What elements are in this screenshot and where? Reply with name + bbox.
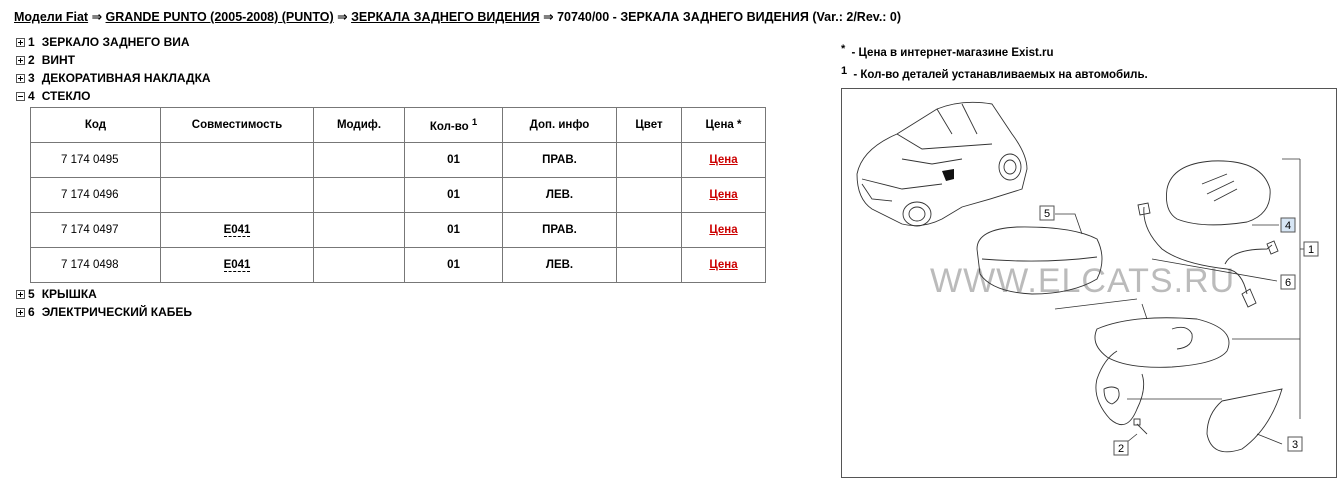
compat-code[interactable]: E041 <box>223 259 251 271</box>
info-cell: ПРАВ. <box>503 213 617 248</box>
breadcrumb-current: 70740/00 - ЗЕРКАЛА ЗАДНЕГО ВИДЕНИЯ (Var.: 2/Rev.: 0) <box>557 10 902 24</box>
decorative-trim-icon <box>1207 389 1282 452</box>
note-text: - Цена в интернет-магазине Exist.ru <box>851 47 1054 59</box>
expand-icon[interactable] <box>16 38 25 47</box>
breadcrumb-separator: ⇒ <box>91 10 103 24</box>
price-cell <box>682 143 766 178</box>
callout-4[interactable]: 4 <box>1285 220 1292 232</box>
group-number: 3 <box>28 71 35 85</box>
compat-cell <box>161 143 314 178</box>
note-key: * <box>841 43 846 55</box>
mirror-housing-icon <box>1095 318 1229 425</box>
breadcrumb-link-section[interactable]: ЗЕРКАЛА ЗАДНЕГО ВИДЕНИЯ <box>351 10 540 24</box>
mirror-marker-icon <box>942 169 954 181</box>
group-label[interactable]: КРЫШКА <box>41 287 97 301</box>
group-number: 5 <box>28 287 35 301</box>
color-cell <box>617 213 682 248</box>
breadcrumb-link-model[interactable]: GRANDE PUNTO (2005-2008) (PUNTO) <box>105 10 334 24</box>
group-item-3[interactable] <box>16 70 211 86</box>
compat-code[interactable]: E041 <box>223 224 251 236</box>
col-info-header: Доп. инфо <box>503 108 617 143</box>
parts-diagram <box>841 88 1337 478</box>
qty-cell: 01 <box>405 178 503 213</box>
callouts <box>1040 206 1318 455</box>
parts-table <box>30 107 766 283</box>
price-link[interactable]: Цена <box>709 259 738 271</box>
breadcrumb-separator: ⇒ <box>337 10 348 24</box>
note-text: - Кол-во деталей устанавливаемых на автомобиль. <box>853 69 1148 81</box>
group-number: 6 <box>28 305 35 319</box>
callout-3[interactable]: 3 <box>1292 439 1299 451</box>
screw-icon <box>1134 419 1147 434</box>
part-code: 7 174 0497 <box>31 213 161 248</box>
col-qty-header <box>405 108 503 143</box>
price-cell <box>682 213 766 248</box>
expand-icon[interactable] <box>16 290 25 299</box>
qty-header-label: Кол-во <box>429 120 469 133</box>
info-cell: ЛЕВ. <box>503 248 617 283</box>
callout-1[interactable]: 1 <box>1308 244 1315 256</box>
breadcrumb-separator: ⇒ <box>543 10 554 24</box>
table-row <box>31 213 766 248</box>
leader-lines <box>1055 159 1310 447</box>
color-cell <box>617 248 682 283</box>
modif-cell <box>314 143 405 178</box>
group-item-1[interactable] <box>16 34 190 50</box>
note-price <box>841 43 1054 59</box>
note-key: 1 <box>841 65 848 77</box>
qty-cell: 01 <box>405 143 503 178</box>
compat-cell <box>161 213 314 248</box>
expand-icon[interactable] <box>16 56 25 65</box>
modif-cell <box>314 248 405 283</box>
price-link[interactable]: Цена <box>709 224 738 236</box>
part-code: 7 174 0498 <box>31 248 161 283</box>
breadcrumb <box>14 9 901 24</box>
price-link[interactable]: Цена <box>709 189 738 201</box>
modif-cell <box>314 178 405 213</box>
group-label[interactable]: ЭЛЕКТРИЧЕСКИЙ КАБЕЬ <box>41 305 193 319</box>
price-cell <box>682 248 766 283</box>
watermark: WWW.ELCATS.RU <box>930 262 1236 300</box>
collapse-icon[interactable] <box>16 92 25 101</box>
group-number: 2 <box>28 53 35 67</box>
group-item-4[interactable] <box>16 88 90 104</box>
info-cell: ПРАВ. <box>503 143 617 178</box>
group-item-5[interactable] <box>16 286 97 302</box>
callout-6[interactable]: 6 <box>1285 277 1292 289</box>
compat-cell <box>161 248 314 283</box>
group-number: 4 <box>28 89 35 103</box>
part-code: 7 174 0496 <box>31 178 161 213</box>
group-label[interactable]: СТЕКЛО <box>41 89 91 103</box>
col-price-header: Цена * <box>682 108 766 143</box>
callout-2[interactable]: 2 <box>1118 443 1125 455</box>
group-label[interactable]: ЗЕРКАЛО ЗАДНЕГО ВИА <box>41 35 190 49</box>
group-label[interactable]: ДЕКОРАТИВНАЯ НАКЛАДКА <box>41 71 211 85</box>
car-outline-icon <box>857 102 1027 226</box>
breadcrumb-link-models[interactable]: Модели Fiat <box>14 10 89 24</box>
col-compat-header: Совместимость <box>161 108 314 143</box>
diagram-drawing <box>842 89 1337 478</box>
price-link[interactable]: Цена <box>709 154 738 166</box>
group-number: 1 <box>28 35 35 49</box>
qty-cell: 01 <box>405 213 503 248</box>
table-row <box>31 248 766 283</box>
callout-5[interactable]: 5 <box>1044 208 1051 220</box>
modif-cell <box>314 213 405 248</box>
expand-icon[interactable] <box>16 308 25 317</box>
color-cell <box>617 178 682 213</box>
col-code-header: Код <box>31 108 161 143</box>
table-header-row <box>31 108 766 143</box>
table-row <box>31 143 766 178</box>
expand-icon[interactable] <box>16 74 25 83</box>
info-cell: ЛЕВ. <box>503 178 617 213</box>
group-item-6[interactable] <box>16 304 192 320</box>
col-modif-header: Модиф. <box>314 108 405 143</box>
note-quantity <box>841 65 1148 81</box>
group-label[interactable]: ВИНТ <box>41 53 75 67</box>
part-code: 7 174 0495 <box>31 143 161 178</box>
group-item-2[interactable] <box>16 52 75 68</box>
col-color-header: Цвет <box>617 108 682 143</box>
table-row <box>31 178 766 213</box>
price-cell <box>682 178 766 213</box>
qty-footnote-mark: 1 <box>471 117 478 129</box>
compat-cell <box>161 178 314 213</box>
color-cell <box>617 143 682 178</box>
mirror-glass-icon <box>1166 161 1270 225</box>
qty-cell: 01 <box>405 248 503 283</box>
